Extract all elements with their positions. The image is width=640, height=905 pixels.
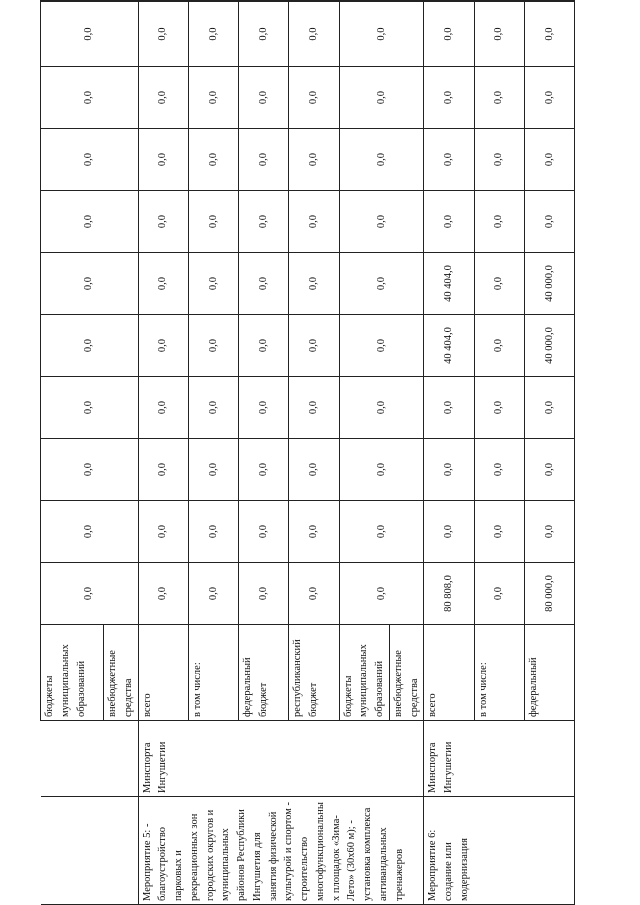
value-cell [424,1,474,2]
value-cell: 0,0 [289,191,339,253]
value-cell [524,1,574,2]
source-cell: внебюджетные средства [389,625,424,721]
value-cell: 0,0 [339,501,424,563]
value-cell: 80 000,0 [524,563,574,625]
value-cell: 0,0 [41,191,139,253]
value-cell: 0,0 [239,439,289,501]
source-cell: всего [138,625,188,721]
value-cell: 0,0 [474,191,524,253]
value-cell: 0,0 [239,377,289,439]
value-cell: 0,0 [524,67,574,129]
value-cell: 0,0 [474,253,524,315]
value-cell: 0,0 [239,67,289,129]
value-cell: 0,0 [339,129,424,191]
rotated-page [40,0,596,905]
executor-cell: Минспорта Ингушетии [424,721,575,797]
value-cell: 40 000,0 [524,253,574,315]
value-cell: 0,0 [41,67,139,129]
value-cell [138,1,188,2]
value-cell: 40 404,0 [424,315,474,377]
value-cell: 0,0 [339,67,424,129]
value-cell: 40 404,0 [424,253,474,315]
source-cell: внебюджетные средства [104,625,139,721]
value-cell: 0,0 [339,315,424,377]
value-cell: 0,0 [474,67,524,129]
source-cell: бюджеты муниципальных образований [41,625,104,721]
executor-cell: Минспорта Ингушетии [138,721,424,797]
value-cell: 0,0 [474,377,524,439]
value-cell: 0,0 [339,2,424,67]
value-cell: 0,0 [188,315,238,377]
value-cell: 0,0 [289,67,339,129]
value-cell: 0,0 [239,191,289,253]
value-cell: 0,0 [474,129,524,191]
value-cell: 0,0 [239,253,289,315]
value-cell [41,1,139,2]
value-cell: 0,0 [41,2,139,67]
value-cell: 0,0 [138,501,188,563]
page [40,0,596,905]
value-cell: 0,0 [474,563,524,625]
value-cell: 80 808,0 [424,563,474,625]
value-cell: 0,0 [474,2,524,67]
previous-executor-cell [41,721,139,797]
value-cell: 0,0 [239,2,289,67]
value-cell: 0,0 [138,253,188,315]
value-cell: 0,0 [188,377,238,439]
value-cell: 0,0 [339,191,424,253]
value-cell: 0,0 [424,129,474,191]
value-cell: 0,0 [524,439,574,501]
value-cell: 0,0 [138,67,188,129]
source-cell: федеральный [524,625,574,721]
value-cell: 0,0 [289,129,339,191]
value-cell: 0,0 [188,501,238,563]
table-row [138,1,188,905]
value-cell: 0,0 [289,253,339,315]
value-cell: 0,0 [138,315,188,377]
source-cell: в том числе: [188,625,238,721]
value-cell: 0,0 [138,563,188,625]
value-cell: 0,0 [474,501,524,563]
value-cell: 0,0 [188,253,238,315]
value-cell: 0,0 [188,439,238,501]
value-cell: 0,0 [424,501,474,563]
value-cell: 0,0 [138,2,188,67]
value-cell: 0,0 [138,377,188,439]
value-cell: 0,0 [339,377,424,439]
budget-table [40,0,575,905]
value-cell: 0,0 [41,563,139,625]
value-cell: 0,0 [424,67,474,129]
value-cell: 0,0 [524,377,574,439]
value-cell: 0,0 [239,315,289,377]
value-cell: 0,0 [41,377,139,439]
value-cell [289,1,339,2]
value-cell: 0,0 [239,501,289,563]
value-cell: 40 000,0 [524,315,574,377]
value-cell: 0,0 [41,439,139,501]
value-cell: 0,0 [138,191,188,253]
value-cell: 0,0 [41,129,139,191]
value-cell: 0,0 [524,501,574,563]
value-cell: 0,0 [339,563,424,625]
source-cell: федеральный бюджет [239,625,289,721]
table-row [424,1,474,905]
value-cell: 0,0 [524,129,574,191]
value-cell: 0,0 [188,129,238,191]
value-cell [239,1,289,2]
source-cell: республиканский бюджет [289,625,339,721]
value-cell: 0,0 [339,439,424,501]
source-cell: всего [424,625,474,721]
value-cell: 0,0 [188,191,238,253]
source-cell: бюджеты муниципальных образований [339,625,389,721]
value-cell: 0,0 [289,501,339,563]
source-cell: в том числе: [474,625,524,721]
previous-event-cell [41,797,139,905]
value-cell: 0,0 [424,191,474,253]
value-cell: 0,0 [188,67,238,129]
value-cell: 0,0 [524,2,574,67]
value-cell: 0,0 [239,563,289,625]
value-cell: 0,0 [41,315,139,377]
table-row [41,1,104,905]
value-cell: 0,0 [289,315,339,377]
value-cell: 0,0 [289,377,339,439]
value-cell: 0,0 [474,439,524,501]
value-cell: 0,0 [138,439,188,501]
value-cell: 0,0 [239,129,289,191]
value-cell [339,1,424,2]
value-cell: 0,0 [424,439,474,501]
value-cell: 0,0 [188,2,238,67]
event-5-cell: Мероприятие 5: - благоустройство парковых и рекреационных зон городских округов и муниципальных районов Республики Ингушетия для занятия физической культурой и спортом - строительство многофункциональных площадок «Зима-Лето» (30х60 м); - установка комплекса антивандальных тренажеров [138,797,424,905]
value-cell: 0,0 [41,501,139,563]
event-6-cell: Мероприятие 6: создание или модернизация [424,797,575,905]
value-cell: 0,0 [524,191,574,253]
value-cell: 0,0 [138,129,188,191]
value-cell: 0,0 [41,253,139,315]
value-cell [188,1,238,2]
value-cell: 0,0 [289,2,339,67]
value-cell: 0,0 [474,315,524,377]
value-cell: 0,0 [424,377,474,439]
value-cell: 0,0 [424,2,474,67]
value-cell: 0,0 [289,563,339,625]
value-cell [474,1,524,2]
value-cell: 0,0 [339,253,424,315]
value-cell: 0,0 [289,439,339,501]
value-cell: 0,0 [188,563,238,625]
